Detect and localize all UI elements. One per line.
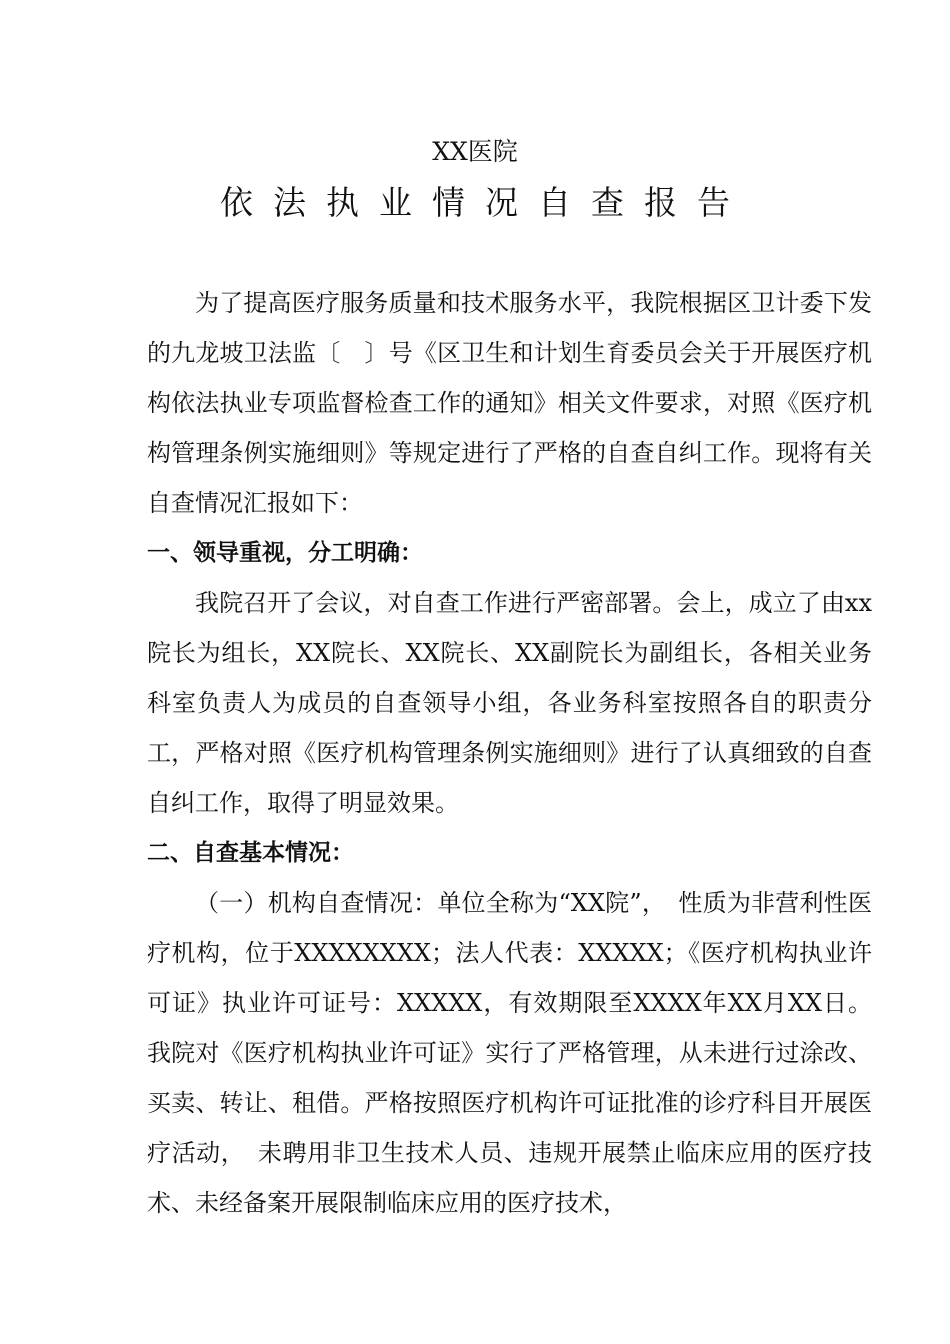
report-title: 依法执业情况自查报告	[220, 183, 750, 222]
section-1-heading: 一、领导重视，分工明确：	[147, 540, 423, 566]
intro-paragraph: 为了提高医疗服务质量和技术服务水平，我院根据区卫计委下发的九龙坡卫法监〔 〕号《区卫生和计划生育委员会关于开展医疗机构依法执业专项监督检查工作的通知》相关文件要求，对照《医疗机构管理条例实施细则》等规定进行了严格的自查自纠工作。现将有关自查情况汇报如下：	[147, 289, 872, 517]
hospital-name: XX医院	[432, 137, 518, 166]
section-1-paragraph: 我院召开了会议，对自查工作进行严密部署。会上，成立了由xx院长为组长，XX院长、XX院长、XX副院长为副组长，各相关业务科室负责人为成员的自查领导小组，各业务科室按照各自的职责分工，严格对照《医疗机构管理条例实施细则》进行了认真细致的自查自纠工作，取得了明显效果。	[147, 589, 872, 817]
section-2-heading: 二、自查基本情况：	[147, 840, 354, 866]
document-body	[147, 278, 872, 1228]
section-2-paragraph: （一）机构自查情况：单位全称为“XX院”， 性质为非营利性医疗机构，位于XXXXXXXX；法人代表：XXXXX；《医疗机构执业许可证》执业许可证号：XXXXX，有效期限至XXXX年XX月XX日。我院对《医疗机构执业许可证》实行了严格管理，从未进行过涂改、买卖、转让、租借。严格按照医疗机构许可证批准的诊疗科目开展医疗活动， 未聘用非卫生技术人员、违规开展禁止临床应用的医疗技术、未经备案开展限制临床应用的医疗技术，	[147, 889, 872, 1217]
